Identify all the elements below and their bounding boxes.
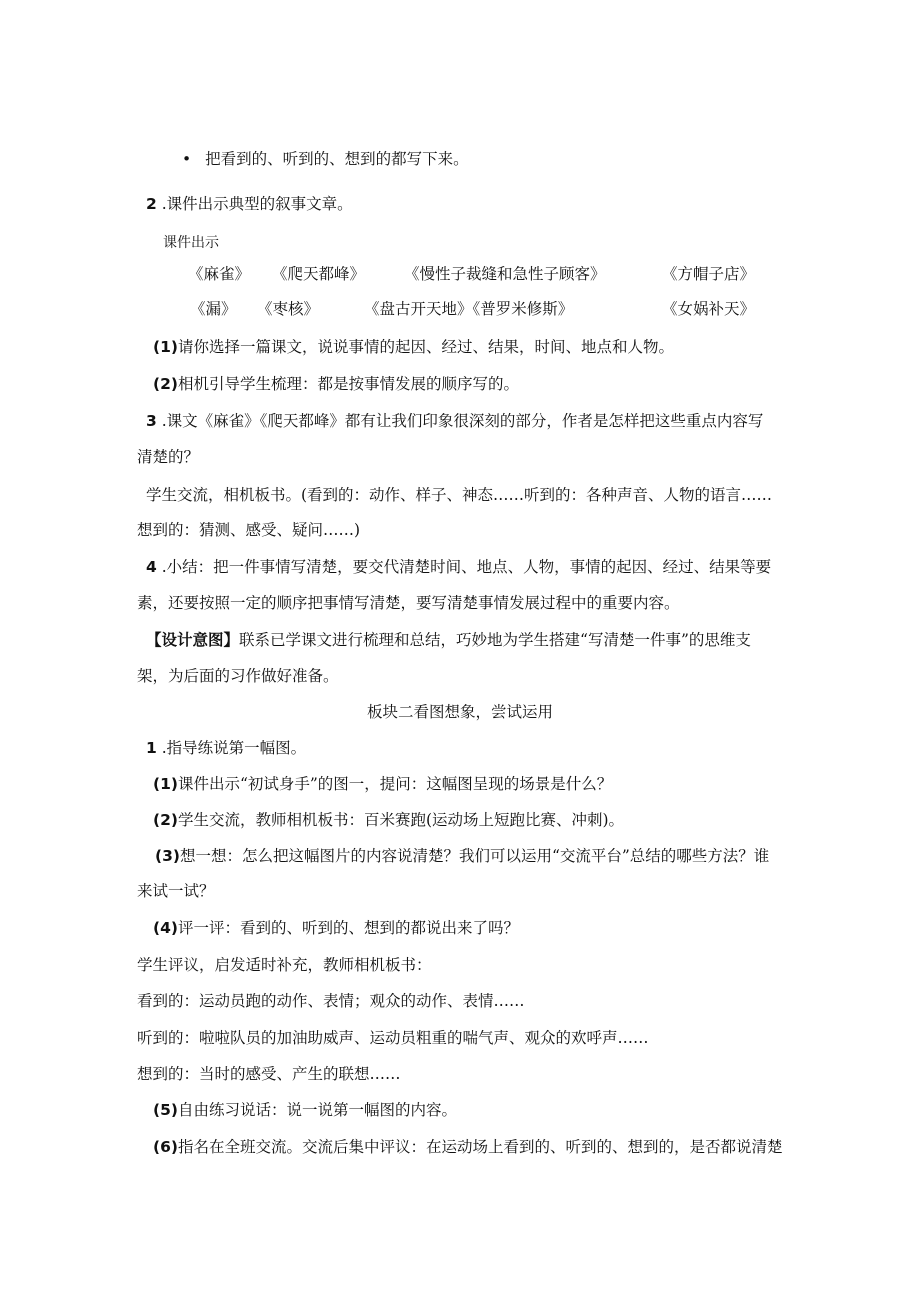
b2-section-1 — [146, 737, 306, 759]
item-text: 课件出示“初试身手”的图一，提问：这幅图呈现的场景是什么？ — [177, 775, 613, 793]
item-text: 学生交流，教师相机板书：百米赛跑(运动场上短跑比赛、冲刺)。 — [177, 811, 625, 829]
lesson-title: 《女娲补天》 — [662, 300, 756, 318]
lesson-title: 《漏》 — [190, 300, 237, 318]
item-text: 请你选择一篇课文，说说事情的起因、经过、结果，时间、地点和人物。 — [177, 338, 674, 356]
section-number: 1 — [146, 739, 157, 757]
thought-line: 想到的：当时的感受、产生的联想…… — [137, 1065, 401, 1083]
design-intent-label: 【设计意图】 — [146, 631, 240, 649]
item-number: (3) — [155, 847, 180, 865]
item-text: 想一想：怎么把这幅图片的内容说清楚？我们可以运用“交流平台”总结的哪些方法？谁 — [179, 847, 770, 865]
b2-item-1 — [153, 773, 612, 795]
heard-line: 听到的：啦啦队员的加油助威声、运动员粗重的喘气声、观众的欢呼声…… — [137, 1029, 649, 1047]
lesson-title: 《麻雀》 — [188, 265, 251, 283]
item-text: 相机引导学生梳理：都是按事情发展的顺序写的。 — [177, 375, 519, 393]
section-2 — [146, 193, 353, 215]
item-number: (1) — [153, 775, 178, 793]
item-number: (1) — [153, 338, 178, 356]
item-number: (2) — [153, 375, 178, 393]
item-number: (2) — [153, 811, 178, 829]
item-text: 评一评：看到的、听到的、想到的都说出来了吗？ — [177, 919, 519, 937]
section-3 — [146, 410, 763, 432]
item-text: 自由练习说话：说一说第一幅图的内容。 — [177, 1101, 457, 1119]
design-intent-text: 联系已学课文进行梳理和总结，巧妙地为学生搭建“写清楚一件事”的思维支 — [239, 631, 751, 649]
section-number: 3 — [146, 412, 157, 430]
section-number: 4 — [146, 558, 157, 576]
section-text-cont: 素，还要按照一定的顺序把事情写清楚，要写清楚事情发展过程中的重要内容。 — [137, 594, 680, 612]
item-2-2 — [153, 373, 519, 395]
peer-review-line: 学生评议，启发适时补充，教师相机板书： — [137, 956, 432, 974]
b2-item-4 — [153, 917, 519, 939]
lesson-title: 《慢性子裁缝和急性子顾客》 — [404, 265, 606, 283]
section-text: .课文《麻雀》《爬天都峰》都有让我们印象很深刻的部分，作者是怎样把这些重点内容写 — [161, 412, 764, 430]
lesson-title: 《爬天都峰》 — [272, 265, 366, 283]
item-2-1 — [153, 336, 674, 358]
section-text: .指导练说第一幅图。 — [161, 739, 307, 757]
block-title: 板块二看图想象，尝试运用 — [366, 703, 553, 721]
design-intent — [146, 629, 751, 651]
section-number: 2 — [146, 195, 157, 213]
bullet-text: 把看到的、听到的、想到的都写下来。 — [205, 150, 469, 168]
item-number: (5) — [153, 1101, 178, 1119]
bullet-dot-icon: • — [182, 150, 192, 168]
item-number: (6) — [153, 1138, 178, 1156]
seen-line: 看到的：运动员跑的动作、表情；观众的动作、表情…… — [137, 992, 525, 1010]
lesson-title: 《盘古开天地》《普罗米修斯》 — [364, 300, 574, 318]
bullet-item — [182, 148, 469, 170]
b2-item-5 — [153, 1099, 457, 1121]
lesson-title: 《方帽子店》 — [662, 265, 756, 283]
section-text-cont: 清楚的？ — [137, 448, 200, 466]
item-text: 指名在全班交流。交流后集中评议：在运动场上看到的、听到的、想到的，是否都说清楚 — [177, 1138, 783, 1156]
b2-item-2 — [153, 809, 624, 831]
item-number: (4) — [153, 919, 178, 937]
section-text: .小结：把一件事情写清楚，要交代清楚时间、地点、人物，事情的起因、经过、结果等要 — [161, 558, 772, 576]
design-intent-text-cont: 架，为后面的习作做好准备。 — [137, 667, 339, 685]
exchange-line-cont: 想到的：猜测、感受、疑问……) — [137, 521, 361, 539]
b2-item-6 — [153, 1136, 782, 1158]
section-text: .课件出示典型的叙事文章。 — [161, 195, 353, 213]
exchange-line: 学生交流，相机板书。(看到的：动作、样子、神态……听到的：各种声音、人物的语言…… — [146, 486, 773, 504]
courseware-label: 课件出示 — [163, 235, 219, 251]
item-text-cont: 来试一试？ — [137, 882, 215, 900]
section-4 — [146, 556, 771, 578]
lesson-title: 《枣核》 — [257, 300, 320, 318]
b2-item-3 — [155, 845, 769, 867]
